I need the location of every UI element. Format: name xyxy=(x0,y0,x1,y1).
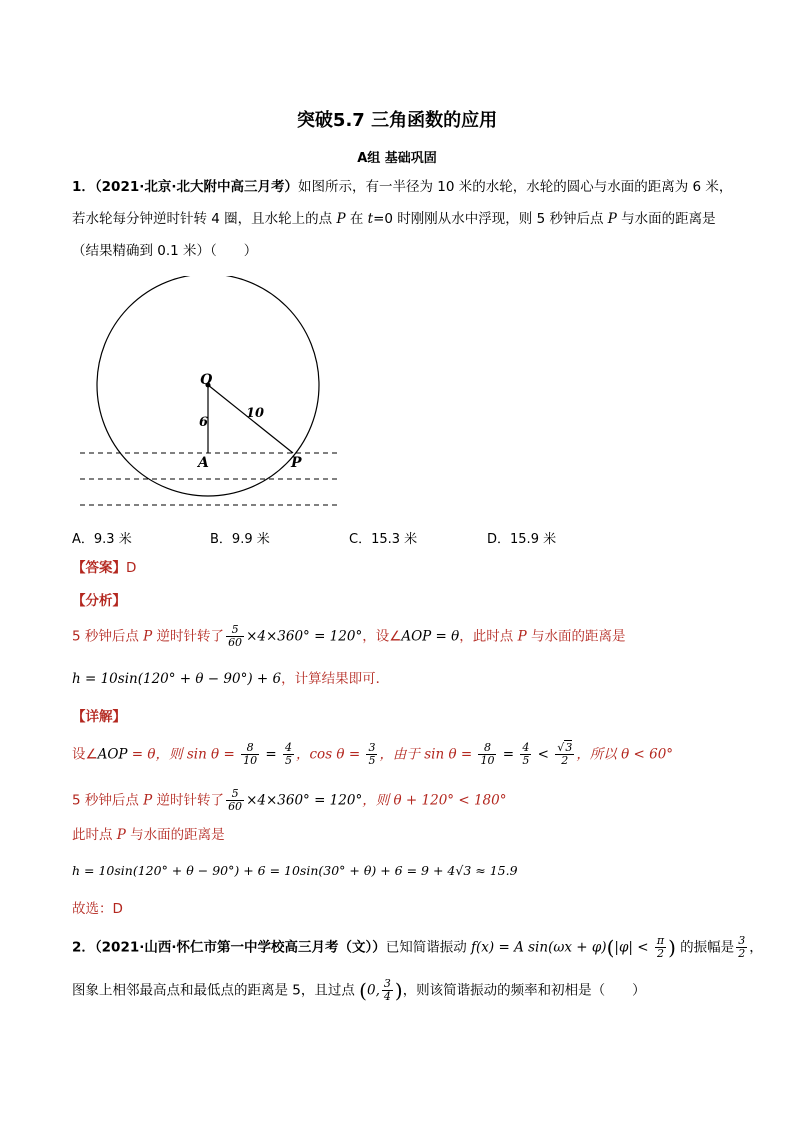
fraction-denominator: 2 xyxy=(738,947,746,960)
choice-text: 15.3 米 xyxy=(371,532,418,547)
fraction-8-10-b xyxy=(478,742,496,767)
q1-stem-text: =0 时刚刚从水中浮现，则 5 秒钟后点 xyxy=(373,211,608,227)
analysis-text: ，此时点 xyxy=(459,628,518,645)
choice-d xyxy=(487,528,556,547)
choice-letter: B． xyxy=(210,532,232,547)
fraction-denominator: 5 xyxy=(368,754,376,767)
sqrt-radicand: 3 xyxy=(565,741,573,754)
fraction-numerator: 3 xyxy=(368,741,376,754)
fraction-pi-2 xyxy=(655,935,666,960)
fraction-numerator: 3 xyxy=(738,934,746,947)
detail-text: 5 秒钟后点 xyxy=(72,792,144,809)
fraction-8-10 xyxy=(241,742,259,767)
fraction-5-60 xyxy=(226,624,244,649)
q2-condition: |φ| < xyxy=(614,939,653,956)
analysis-text: ，设∠ xyxy=(362,628,402,645)
label-p: P xyxy=(291,455,302,471)
fraction-numerator: 4 xyxy=(285,741,292,754)
detail-line4 xyxy=(72,862,518,880)
final-label: 故选： xyxy=(72,901,113,917)
q1-source: （2021·北京·北大附中高三月考） xyxy=(94,179,298,195)
var-p: P xyxy=(143,792,153,809)
fraction-denominator: 60 xyxy=(228,636,243,649)
analysis-line1 xyxy=(72,624,625,649)
label-6: 6 xyxy=(199,415,209,430)
choice-letter: C． xyxy=(349,532,372,547)
page-title: 突破5.7 三角函数的应用 xyxy=(296,110,498,131)
var-t: t xyxy=(367,211,374,227)
q1-line3: （结果精确到 0.1 米）（ ） xyxy=(72,243,258,259)
choice-text: 9.3 米 xyxy=(93,532,132,547)
paren-open: ( xyxy=(359,978,367,1003)
detail-expr: ，由于 sin θ = xyxy=(379,746,477,763)
fraction-numerator: 4 xyxy=(522,741,530,754)
choice-a xyxy=(72,528,132,547)
analysis-formula: h = 10sin(120° + θ − 90°) + 6 xyxy=(72,671,282,687)
choice-text: 15.9 米 xyxy=(510,532,557,547)
detail-expr: ×4×360° = 120° xyxy=(246,792,363,809)
fraction-3-4 xyxy=(382,978,393,1003)
fraction-5-60 xyxy=(226,788,244,813)
fraction-denominator: 10 xyxy=(480,754,495,767)
var-p: P xyxy=(607,211,617,227)
fraction-numerator: 3 xyxy=(383,977,391,990)
detail-label: 【详解】 xyxy=(72,709,126,725)
var-p: P xyxy=(517,628,527,645)
analysis-line2 xyxy=(72,670,389,688)
detail-line3 xyxy=(72,826,225,844)
detail-expr: ，cos θ = xyxy=(296,746,365,763)
q2-stem-text: ， xyxy=(749,939,763,956)
answer-value: D xyxy=(126,560,137,576)
detail-text: 此时点 xyxy=(72,827,117,843)
fraction-denominator: 60 xyxy=(228,800,243,813)
analysis-text: 逆时针转了 xyxy=(152,628,225,645)
label-10: 10 xyxy=(246,406,265,421)
q1-stem-text: 在 xyxy=(345,211,368,227)
fraction-4-5-b xyxy=(520,742,531,767)
q1-stem-text: 与水面的距离是 xyxy=(616,211,716,227)
detail-expr: = xyxy=(261,746,281,763)
choice-b xyxy=(210,528,270,547)
choice-letter: D． xyxy=(487,532,511,547)
final-answer: D xyxy=(112,901,123,917)
fraction-numerator: 8 xyxy=(478,742,496,755)
q2-line2 xyxy=(72,978,646,1003)
fraction-numerator: 5 xyxy=(226,624,244,637)
angle-aop: AOP xyxy=(401,628,432,645)
choice-text: 9.9 米 xyxy=(231,532,270,547)
q2-source: （2021·山西·怀仁市第一中学校高三月考（文）） xyxy=(94,939,386,956)
q1-line1 xyxy=(72,178,732,196)
fraction-denominator: 4 xyxy=(383,990,391,1003)
fraction-numerator: √3 xyxy=(557,741,573,754)
fraction-numerator: π xyxy=(656,934,665,947)
answer-line xyxy=(72,559,136,577)
var-p: P xyxy=(143,628,153,645)
analysis-text: 与水面的距离是 xyxy=(526,628,626,645)
var-p: P xyxy=(116,827,126,843)
detail-expr: ，所以 θ < 60° xyxy=(576,746,674,763)
choice-c xyxy=(349,528,417,547)
q2-line1 xyxy=(72,935,763,960)
fraction-3-5 xyxy=(366,742,377,767)
q1-stem-text: 若水轮每分钟逆时针转 4 圈，且水轮上的点 xyxy=(72,211,337,227)
q2-stem-text: 图象上相邻最高点和最低点的距离是 5，且过点 xyxy=(72,982,360,999)
analysis-label: 【分析】 xyxy=(72,593,126,609)
q1-line2 xyxy=(72,210,716,228)
fraction-denominator: 10 xyxy=(243,754,258,767)
fraction-numerator: 8 xyxy=(241,742,259,755)
fraction-numerator: 5 xyxy=(226,788,244,801)
q2-number: 2． xyxy=(72,939,95,956)
fraction-4-5 xyxy=(283,742,294,767)
paren-close: ) xyxy=(394,978,403,1003)
detail-line2 xyxy=(72,788,506,813)
detail-expr: ，则 θ + 120° < 180° xyxy=(362,792,507,809)
fraction-sqrt3-2 xyxy=(555,742,574,767)
fraction-denominator: 2 xyxy=(656,947,664,960)
angle-aop: AOP xyxy=(97,746,128,763)
answer-label: 【答案】 xyxy=(72,560,126,576)
fraction-denominator: 5 xyxy=(522,754,530,767)
analysis-expr: = θ xyxy=(431,628,460,645)
section-heading: A组 基础巩固 xyxy=(357,151,437,166)
detail-expr: = xyxy=(498,746,519,763)
q1-stem-line1: 如图所示，有一半径为 10 米的水轮，水轮的圆心与水面的距离为 6 米， xyxy=(298,179,733,195)
q1-number: 1． xyxy=(72,179,95,195)
detail-text: 设∠ xyxy=(72,746,98,763)
detail-line1 xyxy=(72,742,673,767)
detail-expr: < xyxy=(533,746,554,763)
fraction-denominator: 2 xyxy=(561,754,569,767)
label-a: A xyxy=(198,455,209,471)
analysis-text: 5 秒钟后点 xyxy=(72,628,144,645)
paren-close: ) xyxy=(668,935,676,960)
detail-text: 与水面的距离是 xyxy=(125,827,225,843)
q2-function: f(x) = A sin(ωx + φ) xyxy=(471,939,607,956)
detail-expr: = θ，则 sin θ = xyxy=(127,746,240,763)
label-q: Q xyxy=(200,372,213,388)
analysis-text: ，计算结果即可． xyxy=(281,671,390,687)
q2-stem-text: 的振幅是 xyxy=(675,939,735,956)
detail-text: 逆时针转了 xyxy=(152,792,225,809)
var-p: P xyxy=(336,211,346,227)
water-wheel-figure xyxy=(75,276,345,516)
q2-stem-text: 已知简谐振动 xyxy=(385,939,472,956)
point-x: 0, xyxy=(366,982,380,999)
detail-formula: h = 10sin(120° + θ − 90°) + 6 = 10sin(30° + θ) + 6 = 9 + 4√3 ≈ 15.9 xyxy=(72,863,518,878)
final-answer-line xyxy=(72,900,123,918)
fraction-denominator: 5 xyxy=(285,754,292,767)
fraction-3-2 xyxy=(736,935,747,960)
choice-letter: A． xyxy=(72,532,94,547)
q2-stem-text: ，则该简谐振动的频率和初相是（ ） xyxy=(402,982,646,999)
analysis-expr: ×4×360° = 120° xyxy=(246,628,363,645)
paren-open: ( xyxy=(606,935,615,960)
